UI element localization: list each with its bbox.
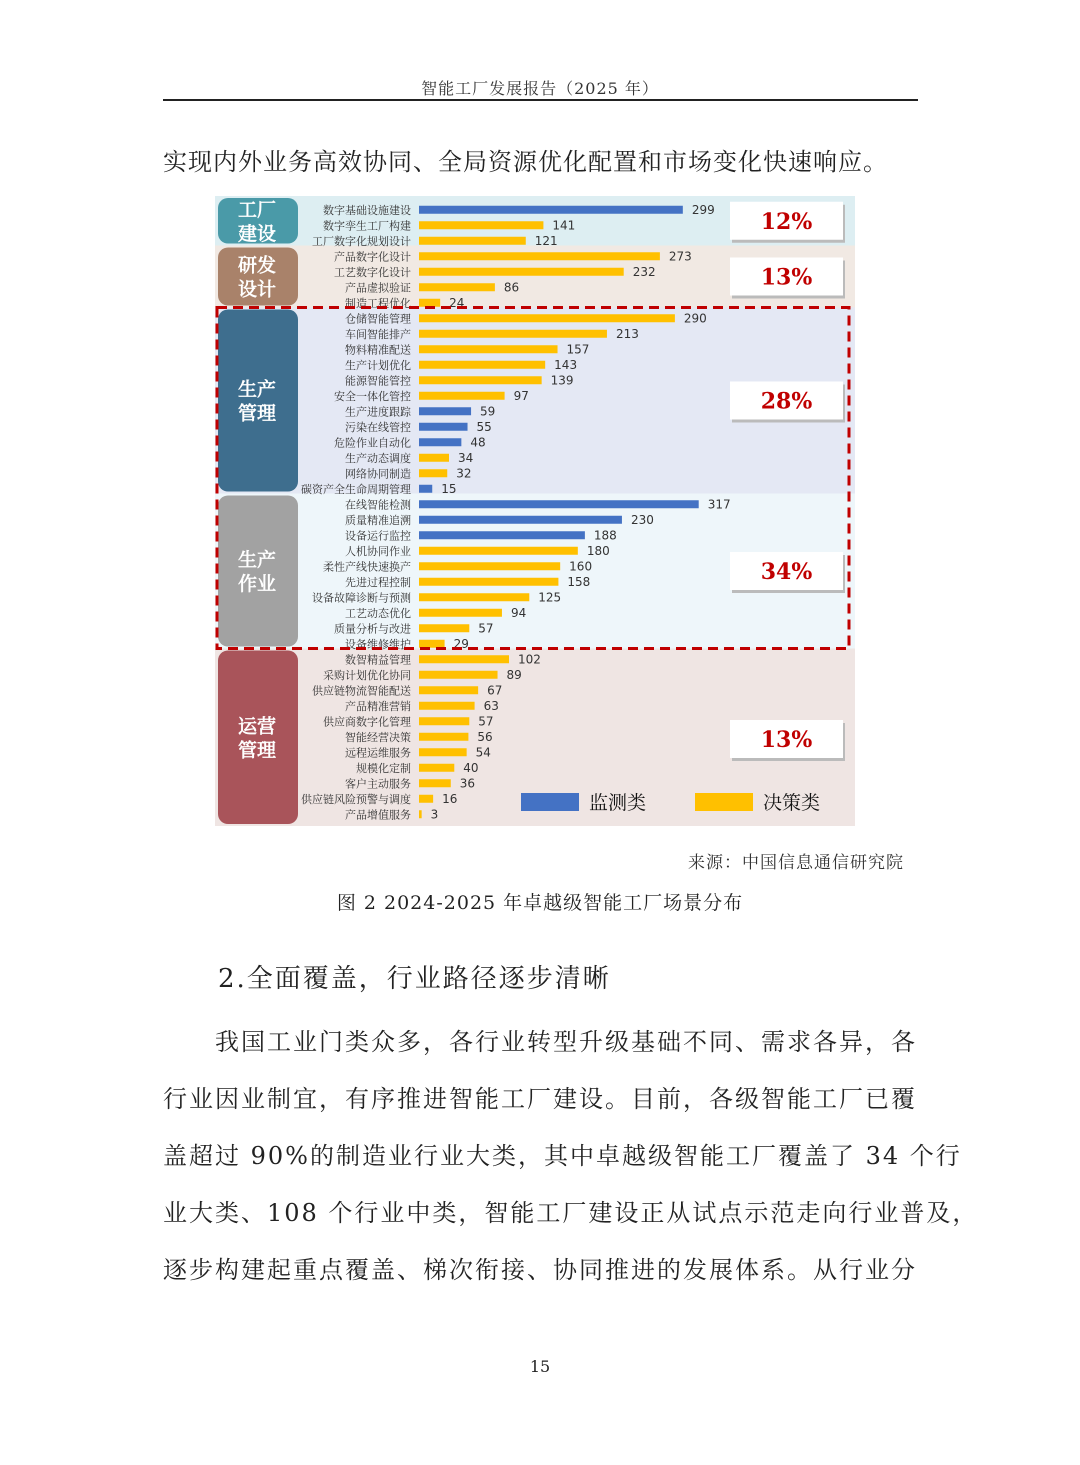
group-label-box — [218, 651, 298, 825]
category-label: 能源智能管控 — [345, 374, 411, 388]
bar — [419, 547, 578, 555]
group-label-text: 管理 — [237, 402, 277, 425]
value-label: 24 — [449, 295, 465, 310]
category-label: 产品增值服务 — [345, 808, 411, 822]
value-label: 29 — [453, 636, 469, 651]
category-label: 产品精准营销 — [345, 699, 411, 713]
category-label: 设备运行监控 — [345, 529, 411, 543]
value-label: 180 — [586, 543, 610, 558]
bar — [419, 206, 683, 214]
bar — [419, 283, 495, 291]
bar — [419, 748, 467, 756]
bar — [419, 376, 542, 384]
value-label: 213 — [615, 326, 639, 341]
value-label: 121 — [534, 233, 558, 248]
bar — [419, 686, 478, 694]
value-label: 97 — [513, 388, 529, 403]
group-label-box — [218, 310, 298, 492]
category-label: 物料精准配送 — [345, 343, 411, 357]
percent-label: 13% — [760, 264, 813, 291]
group-label-text: 工厂 — [237, 198, 277, 221]
paragraph-line-4: 业大类、108 个行业中类，智能工厂建设正从试点示范走向行业普及， — [163, 1199, 979, 1227]
header-title: 智能工厂发展报告（2025 年） — [421, 79, 659, 98]
chart-svg — [215, 196, 855, 826]
value-label: 157 — [566, 342, 590, 357]
value-label: 36 — [459, 776, 476, 791]
bar — [419, 454, 449, 462]
group-label-text: 研发 — [237, 254, 277, 277]
value-label: 143 — [554, 357, 578, 372]
value-label: 141 — [552, 218, 576, 233]
category-label: 工艺数字化设计 — [334, 265, 411, 279]
category-label: 数智精益管理 — [345, 653, 411, 667]
bar — [419, 299, 440, 307]
group-label-text: 作业 — [237, 573, 277, 595]
value-label: 232 — [632, 264, 656, 279]
value-label: 57 — [478, 621, 494, 636]
category-label: 设备故障诊断与预测 — [312, 591, 411, 605]
bar — [419, 717, 469, 725]
header-rule — [163, 99, 918, 101]
bar — [419, 500, 699, 508]
bar — [419, 764, 454, 772]
category-label: 工厂数字化规划设计 — [312, 234, 411, 248]
category-label: 采购计划优化协同 — [323, 668, 411, 682]
category-label: 安全一体化管控 — [334, 389, 411, 403]
bar — [419, 531, 585, 539]
group-label-text: 管理 — [237, 739, 277, 762]
category-label: 产品虚拟验证 — [345, 281, 411, 295]
category-label: 产品数字化设计 — [334, 250, 411, 264]
category-label: 设备维修维护 — [345, 637, 411, 651]
category-label: 规模化定制 — [356, 761, 411, 775]
bar — [419, 330, 607, 338]
value-label: 67 — [487, 683, 503, 698]
category-label: 质量分析与改进 — [334, 622, 411, 636]
category-label: 智能经营决策 — [345, 730, 411, 744]
category-label: 供应链物流智能配送 — [312, 684, 411, 698]
value-label: 55 — [476, 419, 492, 434]
category-label: 在线智能检测 — [345, 498, 411, 512]
legend-swatch — [695, 793, 753, 811]
value-label: 59 — [480, 404, 496, 419]
group-label-text: 运营 — [237, 715, 277, 738]
category-label: 柔性产线快速换产 — [323, 560, 411, 574]
bar — [419, 345, 558, 353]
bar — [419, 423, 468, 431]
category-label: 供应链风险预警与调度 — [301, 792, 411, 806]
bar — [419, 671, 498, 679]
category-label: 工艺动态优化 — [345, 606, 411, 620]
value-label: 139 — [550, 373, 574, 388]
value-label: 16 — [442, 791, 458, 806]
category-label: 生产进度跟踪 — [345, 405, 411, 419]
group-label-box — [218, 496, 298, 647]
group-label-text: 生产 — [237, 549, 277, 571]
category-label: 供应商数字化管理 — [323, 715, 411, 729]
category-label: 污染在线管控 — [345, 420, 411, 434]
legend-label: 决策类 — [763, 792, 821, 814]
bar — [419, 624, 469, 632]
bar — [419, 578, 558, 586]
value-label: 317 — [707, 497, 731, 512]
value-label: 94 — [510, 605, 527, 620]
value-label: 89 — [506, 667, 522, 682]
value-label: 102 — [518, 652, 541, 667]
category-label: 制造工程优化 — [345, 296, 411, 310]
percent-label: 13% — [760, 727, 813, 753]
legend-label: 监测类 — [589, 792, 647, 814]
value-label: 56 — [477, 729, 493, 744]
value-label: 273 — [668, 249, 692, 264]
paragraph-line-1: 我国工业门类众多，各行业转型升级基础不同、需求各异，各 — [163, 1028, 917, 1056]
paragraph-line-5: 逐步构建起重点覆盖、梯次衔接、协同推进的发展体系。从行业分 — [163, 1256, 917, 1284]
bar — [419, 640, 445, 648]
value-label: 57 — [478, 714, 494, 729]
value-label: 40 — [463, 760, 479, 775]
bar — [419, 268, 624, 276]
value-label: 86 — [503, 280, 520, 295]
category-label: 仓储智能管理 — [345, 312, 411, 326]
bar — [419, 252, 660, 260]
bar — [419, 361, 545, 369]
value-label: 290 — [683, 311, 707, 326]
category-label: 危险作业自动化 — [334, 436, 411, 450]
percent-label: 34% — [760, 559, 813, 585]
category-label: 质量精准追溯 — [345, 513, 411, 527]
value-label: 230 — [630, 512, 654, 527]
value-label: 32 — [456, 466, 472, 481]
category-label: 碳资产全生命周期管理 — [301, 482, 411, 496]
bar — [419, 702, 475, 710]
value-label: 48 — [470, 435, 486, 450]
bar — [419, 516, 622, 524]
percent-label: 28% — [760, 388, 813, 415]
bar — [419, 485, 432, 493]
paragraph-line-3: 盖超过 90%的制造业行业大类，其中卓越级智能工厂覆盖了 34 个行 — [163, 1142, 962, 1170]
bar — [419, 609, 502, 617]
category-label: 数字基础设施建设 — [323, 203, 411, 217]
value-label: 299 — [691, 202, 715, 217]
category-label: 先进过程控制 — [345, 575, 411, 589]
category-label: 远程运维服务 — [345, 746, 411, 760]
value-label: 34 — [458, 450, 474, 465]
value-label: 188 — [593, 528, 617, 543]
value-label: 15 — [441, 481, 457, 496]
bar — [419, 438, 461, 446]
source-note: 来源：中国信息通信研究院 — [688, 853, 904, 873]
bar — [419, 733, 468, 741]
group-label-text: 设计 — [237, 278, 277, 301]
bar — [419, 237, 526, 245]
paragraph-line-2: 行业因业制宜，有序推进智能工厂建设。目前，各级智能工厂已覆 — [163, 1085, 917, 1113]
category-label: 生产计划优化 — [345, 358, 411, 372]
bar — [419, 221, 543, 229]
bar — [419, 392, 505, 400]
bar — [419, 779, 451, 787]
bar — [419, 562, 560, 570]
value-label: 3 — [430, 807, 439, 822]
value-label: 125 — [538, 590, 562, 605]
category-label: 生产动态调度 — [345, 451, 411, 465]
intro-line: 实现内外业务高效协同、全局资源优化配置和市场变化快速响应。 — [163, 148, 888, 176]
group-label-text: 生产 — [237, 378, 277, 401]
value-label: 63 — [483, 698, 499, 713]
category-label: 数字孪生工厂构建 — [323, 219, 411, 233]
bar — [419, 407, 471, 415]
category-label: 网络协同制造 — [345, 467, 411, 481]
bar — [419, 593, 529, 601]
scene-distribution-chart — [215, 196, 855, 826]
bar — [419, 314, 675, 322]
page-number: 15 — [529, 1357, 551, 1376]
category-label: 人机协同作业 — [345, 544, 411, 558]
value-label: 160 — [569, 559, 593, 574]
percent-label: 12% — [760, 208, 813, 235]
bar — [419, 810, 422, 818]
bar — [419, 795, 433, 803]
group-label-text: 建设 — [237, 222, 277, 245]
section-heading: 2.全面覆盖，行业路径逐步清晰 — [218, 964, 611, 994]
category-label: 车间智能排产 — [345, 327, 411, 341]
bar — [419, 655, 509, 663]
value-label: 158 — [567, 574, 591, 589]
figure-caption: 图 2 2024-2025 年卓越级智能工厂场景分布 — [336, 892, 744, 914]
legend-swatch — [521, 793, 579, 811]
value-label: 54 — [475, 745, 491, 760]
bar — [419, 469, 447, 477]
category-label: 客户主动服务 — [345, 777, 411, 791]
